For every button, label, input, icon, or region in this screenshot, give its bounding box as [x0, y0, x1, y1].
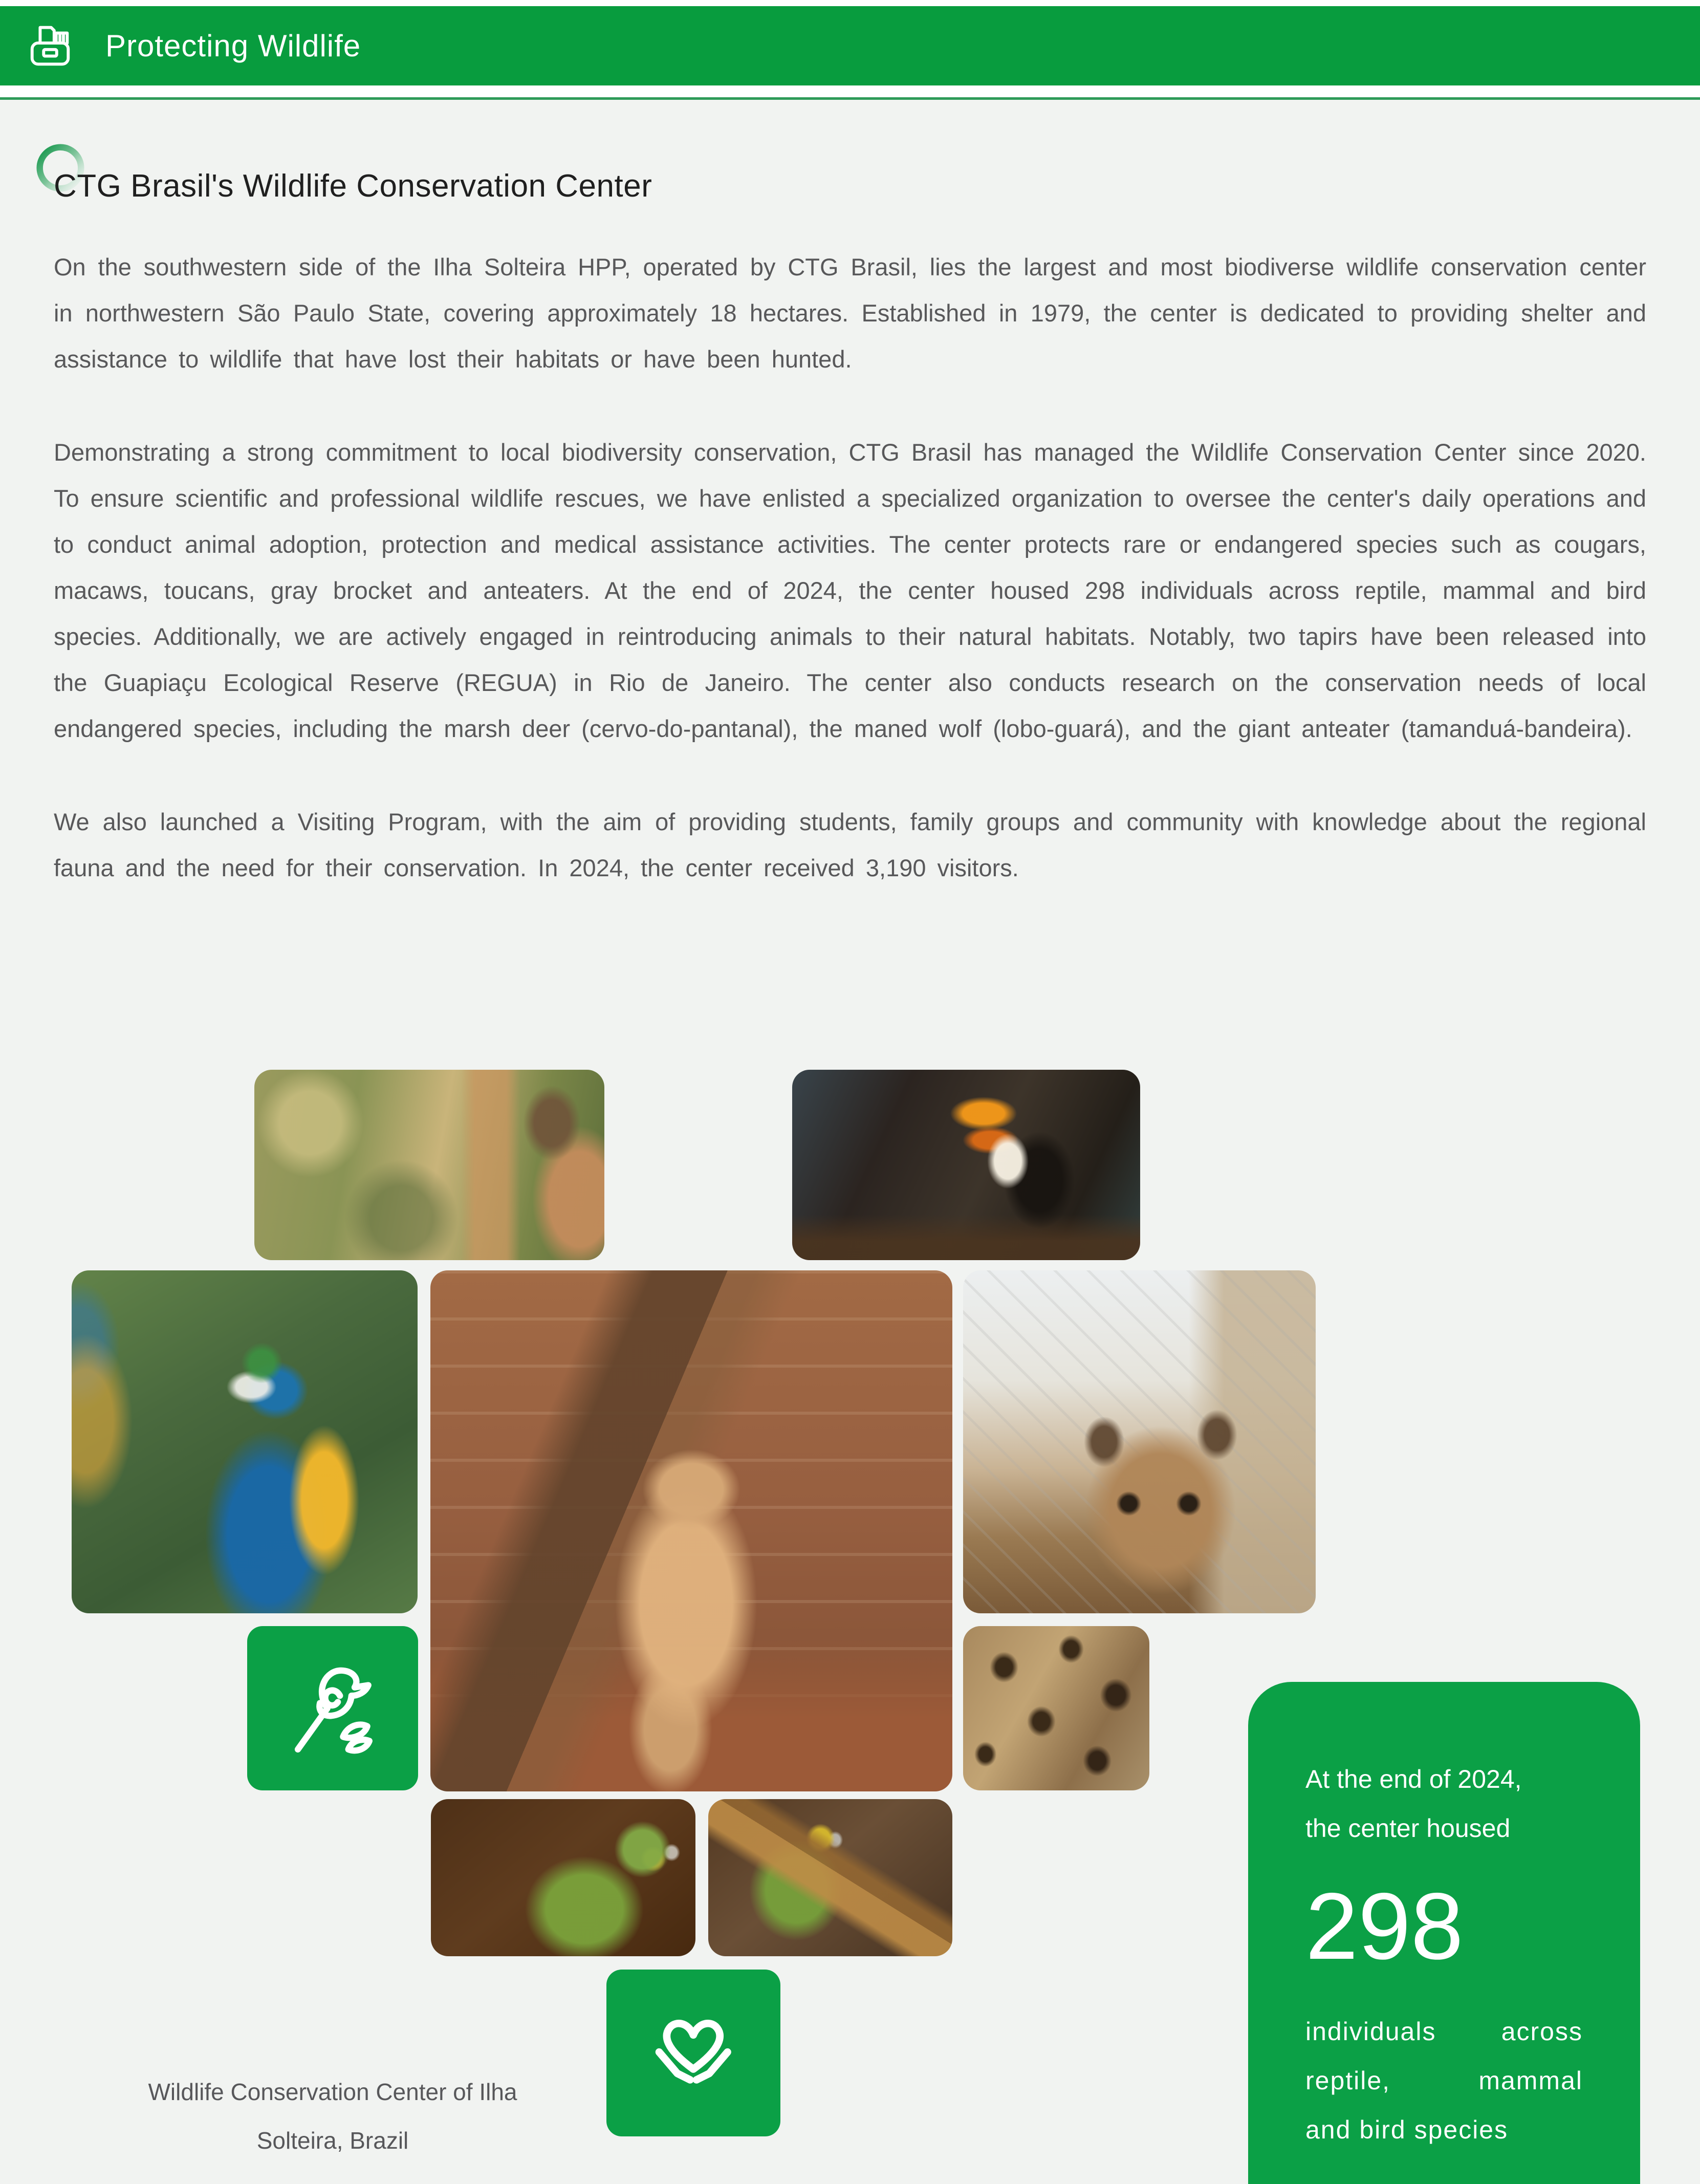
article-title-block [54, 168, 1646, 204]
caption-line-1: Wildlife Conservation Center of Ilha [148, 2079, 517, 2105]
photo-marsh-deer [254, 1070, 604, 1260]
paragraph-2: Demonstrating a strong commitment to local biodiversity conservation, CTG Brasil has managed the Wildlife Conservation Center since 2020. To ensure scientific and professional wildlife rescues, we have enlisted a specialized organization to oversee the center's daily operations and to conduct animal adoption, protection and medical assistance activities. The center protects rare or endangered species such as cougars, macaws, toucans, gray brocket and anteaters. At the end of 2024, the center housed 298 individuals across reptile, mammal and bird species. Additionally, we are actively engaged in reintroducing animals to their natural habitats. Notably, two tapirs have been released into the Guapiaçu Ecological Reserve (REGUA) in Rio de Janeiro. The center also conducts research on the conservation needs of local endangered species, including the marsh deer (cervo-do-pantanal), the maned wolf (lobo-guará), and the giant anteater (tamanduá-bandeira). [54, 439, 1646, 742]
photo-toucan [792, 1070, 1140, 1260]
stat-detail-line-3: and bird species [1305, 2115, 1509, 2144]
stat-detail [1305, 2007, 1583, 2154]
stat-detail-line-1: individuals across [1305, 2017, 1583, 2046]
stat-intro-line-1: At the end of 2024, [1305, 1765, 1522, 1793]
article [0, 102, 1700, 938]
photo-margay [963, 1270, 1316, 1613]
photo-macaw [72, 1270, 418, 1613]
photo-cougar [430, 1270, 952, 1791]
header-bar [0, 6, 1700, 85]
heart-hands-icon [638, 2000, 749, 2107]
photo-caption [67, 2068, 599, 2165]
bird-tile [247, 1626, 418, 1790]
photo-parrot-1 [431, 1799, 695, 1956]
stat-card [1248, 1682, 1640, 2184]
paragraph-3: We also launched a Visiting Program, with the aim of providing students, family groups and community with knowledge about the regional fauna and the need for their conservation. In 2024, the center received 3,190 visitors. [54, 808, 1646, 881]
bird-leaf-icon [278, 1656, 387, 1761]
stat-detail-line-2: reptile, mammal [1305, 2066, 1583, 2095]
stat-value: 298 [1305, 1874, 1464, 1979]
photo-parrot-2 [708, 1799, 952, 1956]
paragraph-1: On the southwestern side of the Ilha Solteira HPP, operated by CTG Brasil, lies the largest and most biodiverse wildlife conservation center in northwestern São Paulo State, covering approximately 18 hectares. Established in 1979, the center is dedicated to providing shelter and assistance to wildlife that have lost their habitats or have been hunted. [54, 253, 1646, 373]
page-title: CTG Brasil's Wildlife Conservation Center [54, 168, 652, 204]
printer-icon [24, 21, 77, 71]
caption-line-2: Solteira, Brazil [256, 2127, 409, 2154]
stat-intro [1305, 1755, 1583, 1853]
heart-tile [606, 1970, 780, 2136]
header-title: Protecting Wildlife [105, 29, 361, 63]
photo-fur-detail [963, 1626, 1149, 1790]
header-zone [0, 0, 1700, 100]
stat-intro-line-2: the center housed [1305, 1814, 1511, 1843]
